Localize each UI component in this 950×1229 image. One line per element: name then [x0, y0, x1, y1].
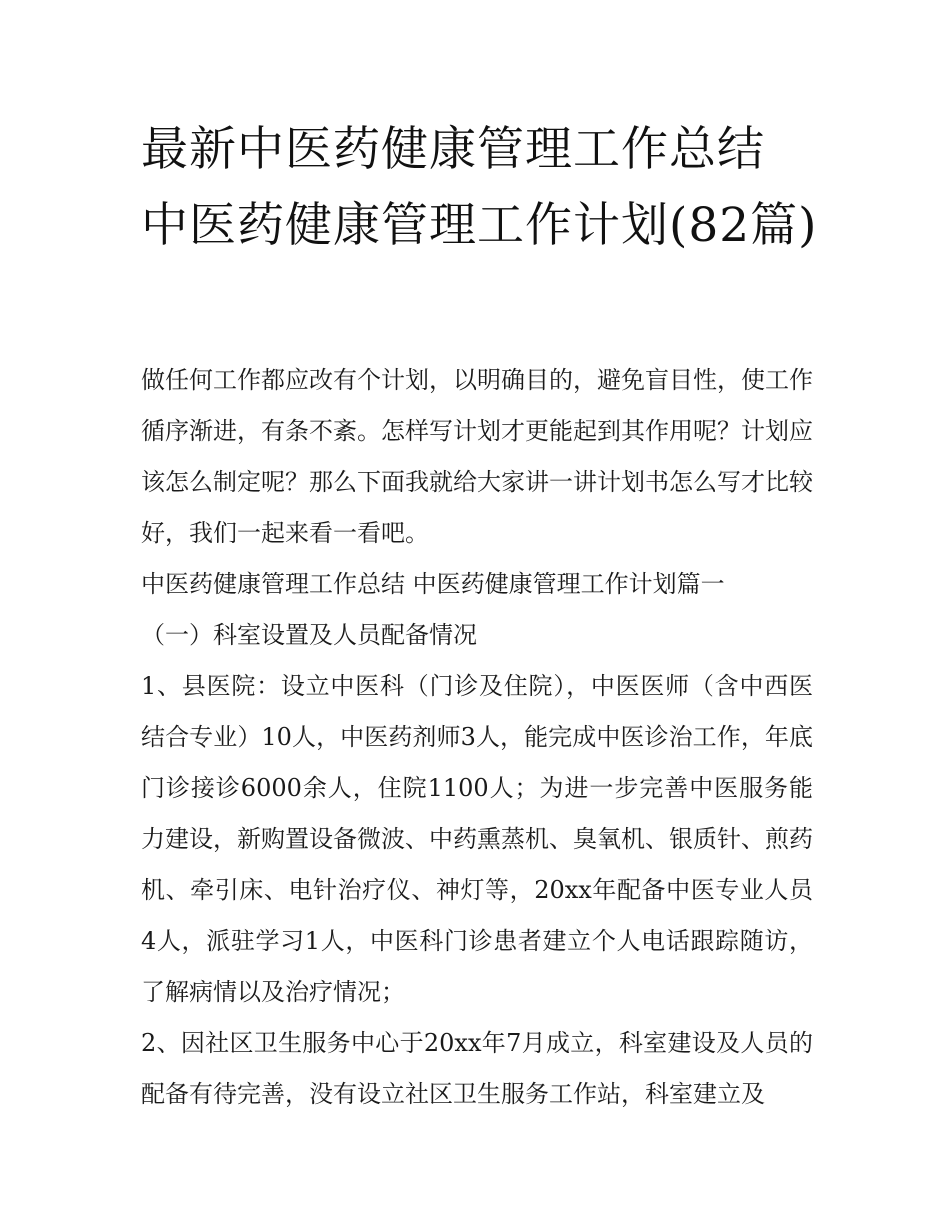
item-paragraph-2: 2、因社区卫生服务中心于20xx年7月成立，科室建设及人员的配备有待完善，没有设立社区卫生服务工作站，科室建立及	[141, 1029, 813, 1108]
item-paragraph-1: 1、县医院：设立中医科（门诊及住院），中医医师（含中西医结合专业）10人，中医药剂师3人，能完成中医诊治工作，年底门诊接诊6000余人，住院1100人；为进一步完善中医服务能力建设，新购置设备微波、中药熏蒸机、臭氧机、银质针、煎药机、牵引床、电针治疗仪、神灯等，20xx年配备中医专业人员4人，派驻学习1人，中医科门诊患者建立个人电话跟踪随访，了解病情以及治疗情况；	[141, 672, 813, 1006]
document-title: 最新中医药健康管理工作总结 中医药健康管理工作计划(82篇)	[141, 122, 818, 253]
subsection-heading: （一）科室设置及人员配备情况	[141, 621, 477, 649]
section-heading: 中医药健康管理工作总结 中医药健康管理工作计划篇一	[141, 570, 725, 598]
document-body	[141, 355, 813, 1120]
intro-paragraph: 做任何工作都应改有个计划，以明确目的，避免盲目性，使工作循序渐进，有条不紊。怎样写计划才更能起到其作用呢？计划应该怎么制定呢？那么下面我就给大家讲一讲计划书怎么写才比较好，我们一起来看一看吧。	[141, 366, 813, 547]
